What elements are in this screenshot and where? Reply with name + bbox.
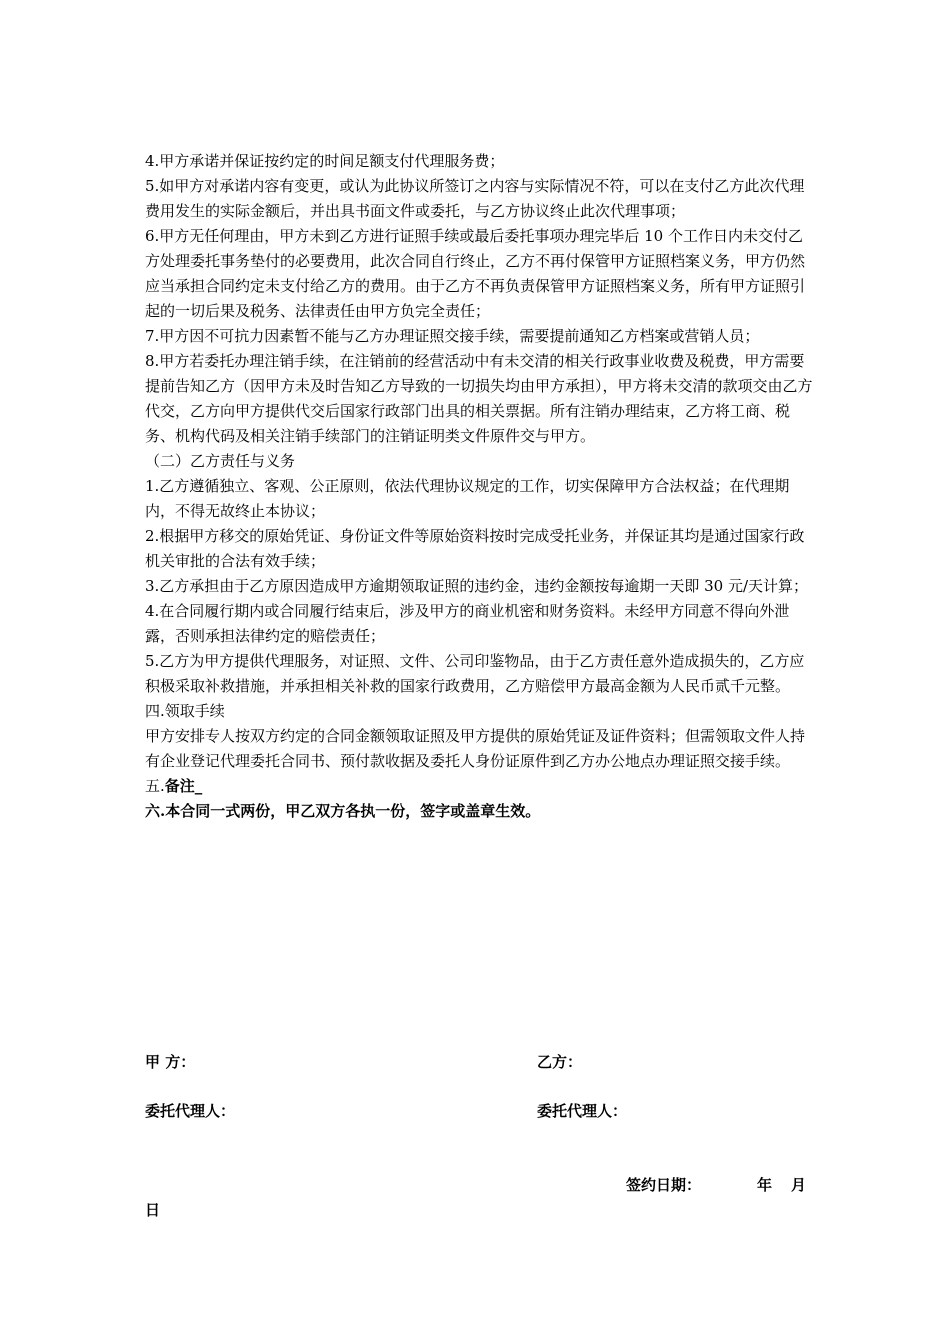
section-copies: 六.本合同一式两份，甲乙双方各执一份，签字或盖章生效。	[145, 802, 541, 820]
party-a-agent-label: 委托代理人：	[145, 1102, 236, 1120]
sign-date-day: 日	[145, 1201, 161, 1219]
clause-a7: 7.甲方因不可抗力因素暂不能与乙方办理证照交接手续，需要提前通知乙方档案或营销人员；	[145, 327, 760, 345]
party-b-agent-label: 委托代理人：	[537, 1102, 628, 1120]
sign-date-month: 月	[791, 1176, 807, 1194]
party-a-label: 甲 方：	[145, 1053, 196, 1071]
remarks-label: 备注_	[164, 777, 203, 795]
section-remarks	[145, 774, 817, 799]
clause-b3: 3.乙方承担由于乙方原因造成甲方逾期领取证照的违约金，违约金额按每逾期一天即 30 元/天计算；	[145, 577, 808, 595]
sign-date-label: 签约日期：	[626, 1176, 702, 1194]
clause-a8: 8.甲方若委托办理注销手续，在注销前的经营活动中有未交清的相关行政事业收费及税费，甲方需要提前告知乙方（因甲方未及时告知乙方导致的一切损失均由甲方承担），甲方将未交清的款项交由乙方代交，乙方向甲方提供代交后国家行政部门出具的相关票据。所有注销办理结束，乙方将工商、税务、机构代码及相关注销手续部门的注销证明类文件原件交与甲方。	[145, 352, 813, 445]
clause-b4: 4.在合同履行期内或合同履行结束后，涉及甲方的商业机密和财务资料。未经甲方同意不得向外泄露，否则承担法律约定的赔偿责任；	[145, 602, 790, 645]
section-heading-collection: 四.领取手续	[145, 702, 225, 720]
contract-body	[145, 149, 817, 824]
clause-a5: 5.如甲方对承诺内容有变更，或认为此协议所签订之内容与实际情况不符，可以在支付乙方此次代理费用发生的实际金额后，并出具书面文件或委托，与乙方协议终止此次代理事项；	[145, 177, 805, 220]
party-b-label: 乙方：	[537, 1053, 583, 1071]
section-heading-party-b: （二）乙方责任与义务	[145, 452, 296, 470]
remarks-number: 五.	[145, 777, 165, 795]
collection-text: 甲方安排专人按双方约定的合同金额领取证照及甲方提供的原始凭证及证件资料；但需领取文件人持有企业登记代理委托合同书、预付款收据及委托人身份证原件到乙方办公地点办理证照交接手续。	[145, 727, 806, 770]
clause-a4: 4.甲方承诺并保证按约定的时间足额支付代理服务费；	[145, 152, 505, 170]
sign-date-year: 年	[757, 1176, 773, 1194]
clause-a6: 6.甲方无任何理由，甲方未到乙方进行证照手续或最后委托事项办理完毕后 10 个工作日内未交付乙方处理委托事务垫付的必要费用，此次合同自行终止，乙方不再付保管甲方证照档案义务，甲方仍然应当承担合同约定未支付给乙方的费用。由于乙方不再负责保管甲方证照档案义务，所有甲方证照引起的一切后果及税务、法律责任由甲方负完全责任；	[145, 227, 806, 320]
clause-b5: 5.乙方为甲方提供代理服务，对证照、文件、公司印鉴物品，由于乙方责任意外造成损失的，乙方应积极采取补救措施，并承担相关补救的国家行政费用，乙方赔偿甲方最高金额为人民币贰千元整。	[145, 652, 805, 695]
clause-b1: 1.乙方遵循独立、客观、公正原则，依法代理协议规定的工作，切实保障甲方合法权益；在代理期内，不得无故终止本协议；	[145, 477, 790, 520]
clause-b2: 2.根据甲方移交的原始凭证、身份证文件等原始资料按时完成受托业务，并保证其均是通过国家行政机关审批的合法有效手续；	[145, 527, 805, 570]
